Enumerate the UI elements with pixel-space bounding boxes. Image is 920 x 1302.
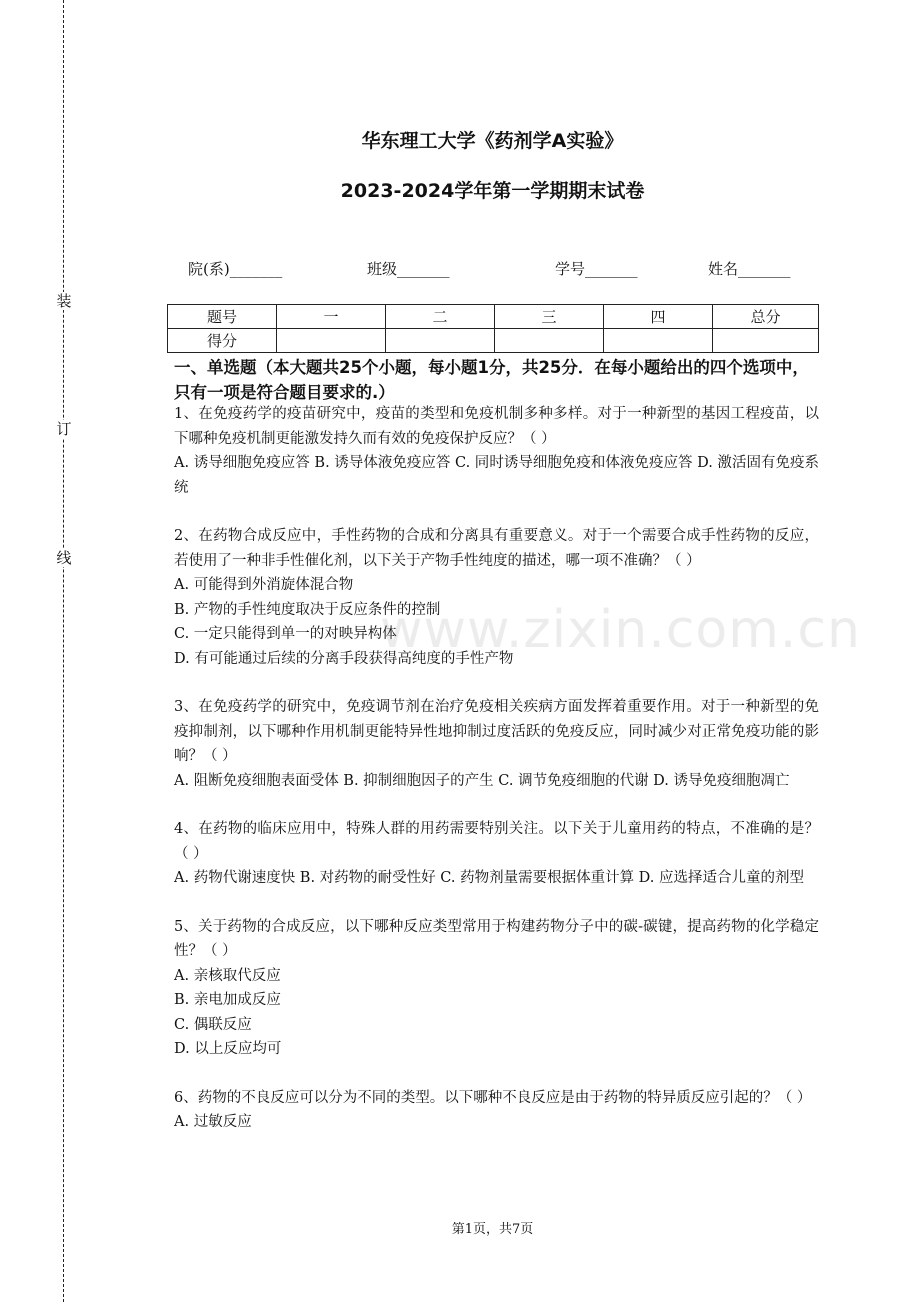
question-options: A. 药物代谢速度快 B. 对药物的耐受性好 C. 药物剂量需要根据体重计算 D. 应选择适合儿童的剂型 <box>174 870 805 886</box>
score-cell <box>495 329 604 353</box>
student-id-field: 学号_______ <box>555 260 638 278</box>
dept-field: 院(系)_______ <box>188 260 283 278</box>
question-stem: 2、在药物合成反应中，手性药物的合成和分离具有重要意义。对于一个需要合成手性药物的反应，若使用了一种非手性催化剂，以下关于产物手性纯度的描述，哪一项不准确？（ ） <box>174 528 819 569</box>
score-header-cell: 四 <box>604 305 713 329</box>
question-option: A. 亲核取代反应 <box>174 967 281 984</box>
question <box>174 1086 819 1135</box>
question-stem: 5、关于药物的合成反应，以下哪种反应类型常用于构建药物分子中的碳-碳键，提高药物的化学稳定性？（ ） <box>174 918 819 959</box>
question-stem: 4、在药物的临床应用中，特殊人群的用药需要特别关注。以下关于儿童用药的特点，不准确的是？（ ） <box>174 821 819 862</box>
section-heading: 一、单选题（本大题共25个小题，每小题1分，共25分．在每小题给出的四个选项中，只有一项是符合题目要求的.） <box>174 358 809 402</box>
binding-char-zhuang: 装 <box>56 292 72 310</box>
question <box>174 695 819 793</box>
score-table-header-row <box>168 305 819 329</box>
binding-char-ding: 订 <box>56 420 72 438</box>
question-option: C. 偶联反应 <box>174 1016 252 1033</box>
score-header-cell: 题号 <box>168 305 277 329</box>
class-field: 班级_______ <box>367 260 450 278</box>
question-stem: 6、药物的不良反应可以分为不同的类型。以下哪种不良反应是由于药物的特异质反应引起的？（ ） <box>174 1089 812 1106</box>
question <box>174 402 819 500</box>
question <box>174 915 819 1062</box>
question-option: D. 有可能通过后续的分离手段获得高纯度的手性产物 <box>174 650 514 667</box>
page-footer: 第1页，共7页 <box>451 1222 534 1237</box>
score-header-cell: 三 <box>495 305 604 329</box>
score-table <box>167 304 819 353</box>
question <box>174 817 819 891</box>
score-header-cell: 二 <box>386 305 495 329</box>
score-header-cell: 一 <box>277 305 386 329</box>
exam-title-line1: 华东理工大学《药剂学A实验》 <box>361 130 624 152</box>
score-cell <box>713 329 819 353</box>
score-header-cell: 总分 <box>713 305 819 329</box>
question-stem: 3、在免疫药学的研究中，免疫调节剂在治疗免疫相关疾病方面发挥着重要作用。对于一种新型的免疫抑制剂，以下哪种作用机制更能特异性地抑制过度活跃的免疫反应，同时减少对正常免疫功能的影响？（ ） <box>174 699 819 764</box>
question-options: A. 阻断免疫细胞表面受体 B. 抑制细胞因子的产生 C. 调节免疫细胞的代谢 D. 诱导免疫细胞凋亡 <box>174 772 790 789</box>
watermark-text: www.zixin.com.cn <box>380 600 861 660</box>
question-stem: 1、在免疫药学的疫苗研究中，疫苗的类型和免疫机制多种多样。对于一种新型的基因工程疫苗，以下哪种免疫机制更能激发持久而有效的免疫保护反应？（ ） <box>174 406 819 447</box>
question-option: B. 亲电加成反应 <box>174 992 281 1008</box>
score-cell <box>277 329 386 353</box>
questions-list <box>174 402 819 1159</box>
exam-title-line2: 2023-2024学年第一学期期末试卷 <box>340 180 645 202</box>
score-cell <box>604 329 713 353</box>
question-option: D. 以上反应均可 <box>174 1041 282 1057</box>
name-field: 姓名_______ <box>708 260 791 278</box>
student-info-row <box>0 258 920 280</box>
question-option: B. 产物的手性纯度取决于反应条件的控制 <box>174 601 441 618</box>
question-option: A. 过敏反应 <box>174 1114 252 1130</box>
question-option: C. 一定只能得到单一的对映异构体 <box>174 626 397 642</box>
score-table-score-row <box>168 329 819 353</box>
question-option: A. 可能得到外消旋体混合物 <box>174 577 354 593</box>
score-cell <box>386 329 495 353</box>
binding-char-xian: 线 <box>56 549 72 567</box>
score-row-label: 得分 <box>168 329 277 353</box>
question-options: A. 诱导细胞免疫应答 B. 诱导体液免疫应答 C. 同时诱导细胞免疫和体液免疫应答 D. 激活固有免疫系统 <box>174 455 819 496</box>
